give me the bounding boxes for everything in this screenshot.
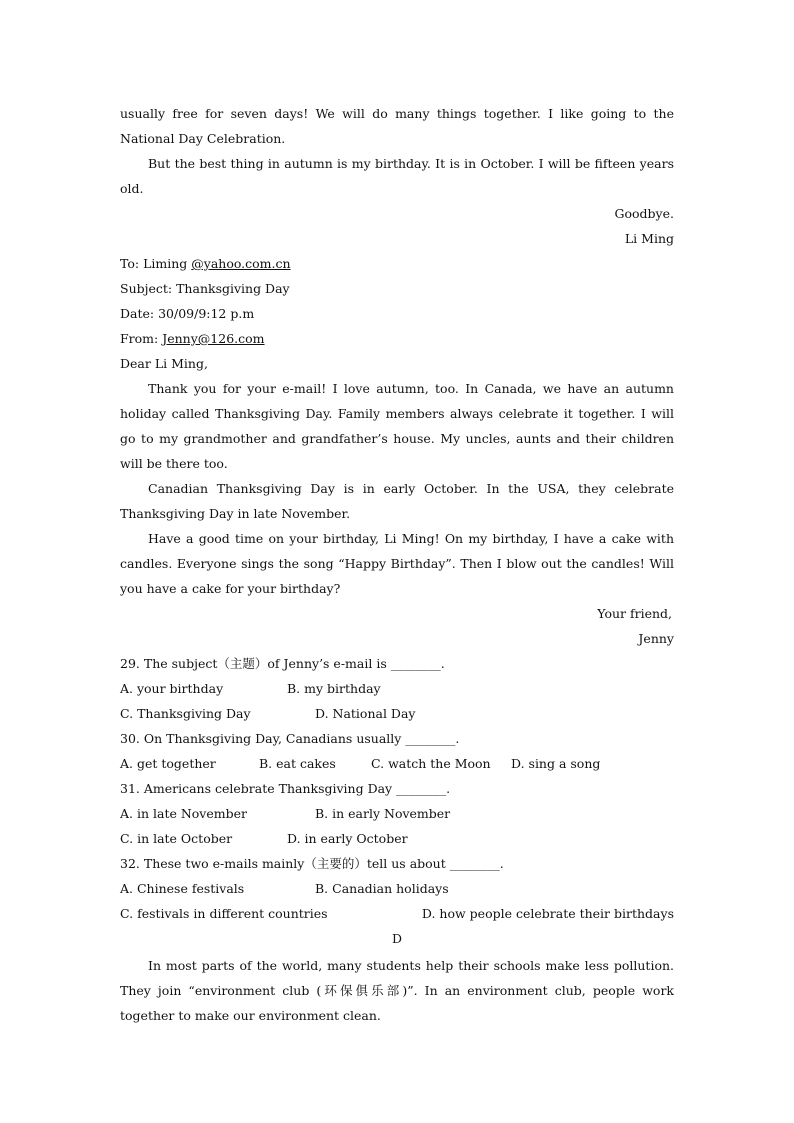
email-greeting: Dear Li Ming, <box>120 356 208 371</box>
question-32-stem: 32. These two e-mails mainly（主要的）tell us about ________. <box>120 856 504 871</box>
email-from-link[interactable]: Jenny@126.com <box>162 331 265 346</box>
question-29-option-c[interactable]: C. Thanksgiving Day <box>120 706 251 721</box>
question-29-options-row1 <box>120 676 674 701</box>
question-32-options-row1 <box>120 876 674 901</box>
letter1-paragraph-birthday: But the best thing in autumn is my birthday. It is in October. I will be fifteen years old. <box>120 156 674 196</box>
email-from-label: From: <box>120 331 163 346</box>
question-30-options-row <box>120 751 674 776</box>
section-d-paragraph: In most parts of the world, many students help their schools make less pollution. They join “environment club (环保俱乐部)”. In an environment club, people work together to make our environment clean. <box>120 958 674 1023</box>
question-32-option-b[interactable]: B. Canadian holidays <box>315 881 449 896</box>
question-31-option-d[interactable]: D. in early October <box>287 831 408 846</box>
section-d-heading: D <box>391 931 403 946</box>
email-from-line <box>120 326 674 351</box>
question-31-option-b[interactable]: B. in early November <box>315 806 451 821</box>
question-31-options-row2 <box>120 826 674 851</box>
question-32-option-d[interactable]: D. how people celebrate their birthdays <box>421 906 674 921</box>
question-29-option-b[interactable]: B. my birthday <box>287 681 381 696</box>
letter1-closing: Goodbye. <box>614 206 674 221</box>
question-29-options-row2 <box>120 701 674 726</box>
email-to-line <box>120 251 674 276</box>
email-closing: Your friend, <box>597 606 672 621</box>
question-31-stem: 31. Americans celebrate Thanksgiving Day ________. <box>120 781 451 796</box>
email-paragraph-canada: Canadian Thanksgiving Day is in early October. In the USA, they celebrate Thanksgiving Day in late November. <box>120 481 674 521</box>
letter1-signature: Li Ming <box>624 231 674 246</box>
question-29-option-d[interactable]: D. National Day <box>315 706 416 721</box>
email-date-line: Date: 30/09/9:12 p.m <box>120 306 255 321</box>
question-31-options-row1 <box>120 801 674 826</box>
question-30-stem: 30. On Thanksgiving Day, Canadians usually ________. <box>120 731 460 746</box>
letter1-paragraph-continuation: usually free for seven days! We will do many things together. I like going to the National Day Celebration. <box>120 106 674 146</box>
question-31-option-a[interactable]: A. in late November <box>120 806 247 821</box>
question-30-option-d[interactable]: D. sing a song <box>511 756 601 771</box>
question-32-option-a[interactable]: A. Chinese festivals <box>120 881 245 896</box>
email-to-label: To: Liming <box>120 256 192 271</box>
question-29-stem: 29. The subject（主题）of Jenny’s e-mail is ________. <box>120 656 445 671</box>
question-29-option-a[interactable]: A. your birthday <box>120 681 224 696</box>
email-paragraph-thanks: Thank you for your e-mail! I love autumn, too. In Canada, we have an autumn holiday called Thanksgiving Day. Family members always celebrate it together. I will go to my grandmother and grandfather’s house. My uncles, aunts and their children will be there too. <box>120 381 674 471</box>
question-30-option-c[interactable]: C. watch the Moon <box>371 756 491 771</box>
email-subject-line: Subject: Thanksgiving Day <box>120 281 290 296</box>
document-page <box>120 101 674 1028</box>
email-signature: Jenny <box>638 631 674 646</box>
email-to-link[interactable]: @yahoo.com.cn <box>191 256 291 271</box>
question-30-option-a[interactable]: A. get together <box>120 756 216 771</box>
question-32-option-c[interactable]: C. festivals in different countries <box>120 906 328 921</box>
question-30-option-b[interactable]: B. eat cakes <box>259 756 336 771</box>
question-31-option-c[interactable]: C. in late October <box>120 831 233 846</box>
question-32-options-row2 <box>120 901 674 926</box>
email-paragraph-birthday: Have a good time on your birthday, Li Ming! On my birthday, I have a cake with candles. Everyone sings the song “Happy Birthday”. Then I blow out the candles! Will you have a cake for your birthday? <box>120 531 674 596</box>
